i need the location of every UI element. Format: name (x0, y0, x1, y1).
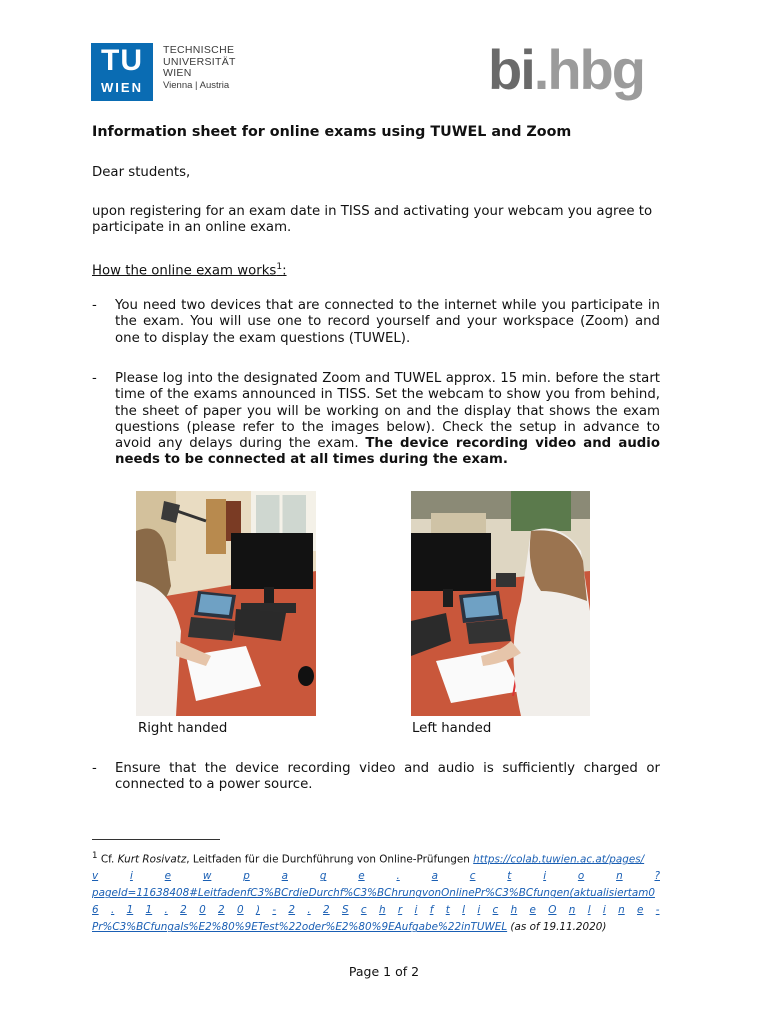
bullet-text (115, 371, 660, 469)
footnote-link-char: g (319, 870, 327, 883)
footnote-link-char: i (543, 870, 547, 883)
footnote-link-char: 1 (145, 904, 153, 917)
footnote-link-char: t (445, 904, 450, 917)
footnote-separator (92, 839, 220, 840)
footnote-link-char: o (577, 870, 585, 883)
tu-logo-wien: WIEN (101, 80, 143, 95)
footnote-link-char: 2 (180, 904, 187, 917)
bullet-text: Ensure that the device recording video and audio is sufficiently charged or connected to a power source. (115, 761, 660, 793)
footnote-link-char: - (272, 904, 277, 917)
footnote-link-char: l (587, 904, 591, 917)
footnote-link-char: ) (255, 904, 261, 917)
footnote-link-char: c (492, 904, 499, 917)
footnote-link-char: t (507, 870, 512, 883)
how-heading-colon: : (282, 263, 287, 279)
tu-wien-name (163, 45, 236, 91)
footnote-link-char: i (602, 904, 606, 917)
footnote-link-char: e (529, 904, 536, 917)
footnote-link-char: a (431, 870, 438, 883)
footnote-link-char: - (655, 904, 660, 917)
footnote-link-part4[interactable] (92, 902, 660, 919)
footnote-link-part1[interactable]: https://colab.tuwien.ac.at/pages/ (473, 853, 645, 866)
footnote-link-char: i (129, 870, 133, 883)
footnote-link-char: c (360, 904, 367, 917)
footnote-line-1 (92, 848, 660, 868)
bullet-text: You need two devices that are connected to the internet while you participate in the exam. You will use one to record yourself and your workspace (Zoom) and one to display the exam questions (TUWEL). (115, 298, 660, 346)
footnote-link-char: 0 (237, 904, 244, 917)
footnote-link-char: 2 (288, 904, 296, 917)
footnote-link-char: f (429, 904, 434, 917)
footnote-link-char: i (477, 904, 481, 917)
footnote-link-char: 0 (199, 904, 206, 917)
tu-name-line1: TECHNISCHE (163, 44, 235, 56)
caption-right-handed: Right handed (138, 721, 228, 736)
bihbg-logo-hbg: hbg (547, 38, 644, 101)
footnote-link-part2[interactable] (92, 868, 660, 885)
footnote-prefix: Cf. (97, 853, 118, 866)
footnote-link-char: h (378, 904, 386, 917)
footnote-link-char: w (202, 870, 212, 883)
footnote-link-char: r (397, 904, 403, 917)
footnote-author: Kurt Rosivatz (117, 853, 187, 866)
how-heading-text: How the online exam works (92, 263, 277, 279)
tu-wien-logo (91, 43, 153, 101)
footnote-link-char: a (281, 870, 288, 883)
footnote-link-char: v (92, 870, 99, 883)
footnote-link-char: 1 (126, 904, 134, 917)
footnote-link-char: 2 (323, 904, 330, 917)
bihbg-logo-dot: . (533, 38, 548, 101)
footnote-link-char: n (616, 870, 623, 883)
greeting: Dear students, (92, 165, 191, 180)
footnote-link-char: c (469, 870, 476, 883)
bullet-power-source (92, 761, 660, 794)
footnote-line-5 (92, 919, 660, 936)
footnote-link-char: p (243, 870, 250, 883)
footnote-link-char: . (396, 870, 400, 883)
footnote-link-char: 2 (218, 904, 225, 917)
tu-name-line3: WIEN (163, 67, 192, 80)
footnote-link-char: 6 (92, 904, 99, 917)
document-title: Information sheet for online exams using TUWEL and Zoom (92, 124, 572, 140)
footnote-link-char: n (618, 904, 625, 917)
footnote (92, 848, 660, 936)
footnote-link-char: O (548, 904, 557, 917)
footnote-link-char: . (110, 904, 115, 917)
right-handed-setup-photo (136, 491, 316, 716)
intro-paragraph: upon registering for an exam date in TISS and activating your webcam you agree to participate in an online exam. (92, 204, 653, 236)
how-heading (92, 259, 287, 280)
page-number: Page 1 of 2 (348, 964, 420, 979)
footnote-link-char: n (568, 904, 576, 917)
caption-left-handed: Left handed (412, 721, 492, 736)
footnote-date-note: (as of 19.11.2020) (507, 921, 607, 934)
tu-logo-mark: TU (101, 44, 143, 77)
footnote-link-char: e (637, 904, 644, 917)
footnote-link-part3[interactable]: pageId=11638408#LeitfadenfC3%BCrdieDurchf%C3%BChrungvonOnlinePr%C3%BCfungen(aktualisiertam0 (92, 887, 655, 900)
bullet-dash: - (92, 371, 97, 386)
footnote-link-char: e (164, 870, 172, 883)
footnote-link-char: S (341, 904, 349, 917)
footnote-link-char: ? (654, 870, 660, 883)
footnote-reference: 1 (276, 262, 283, 272)
footnote-text: , Leitfaden für die Durchführung von Online-Prüfungen (186, 853, 474, 866)
footnote-link-part5[interactable]: Pr%C3%BCfungals%E2%80%9ETest%22oder%E2%80%9EAufgabe%22inTUWEL (92, 921, 508, 934)
footnote-link-char: . (164, 904, 168, 917)
tu-name-line2: UNIVERSITÄT (163, 55, 236, 68)
footnote-link-char: l (462, 904, 465, 917)
footnote-mark: 1 (92, 851, 98, 861)
footnote-link-char: e (358, 870, 365, 883)
footnote-link-char: . (307, 904, 311, 917)
bullet-login-setup (92, 371, 660, 469)
bullet-text-bold: The device recording video and audio needs to be connected at all times during the exam. (115, 436, 660, 468)
bullet-two-devices (92, 298, 660, 347)
bullet-dash: - (92, 761, 97, 776)
footnote-link-char: h (510, 904, 518, 917)
bullet-dash: - (92, 298, 97, 313)
footnote-link-char: i (414, 904, 418, 917)
bullet-text-normal: Please log into the designated Zoom and TUWEL approx. 15 min. before the start time of the exams announced in TISS. Set the webcam to show you from behind, the sheet of paper you will be working on and the display that shows the exam questions (please refer to the images below). Check the setup in advance to avoid any delays during the exam. (115, 371, 660, 452)
bihbg-logo (488, 37, 644, 103)
left-handed-setup-photo (411, 491, 590, 716)
tu-location: Vienna | Austria (163, 79, 230, 91)
bihbg-logo-bi: bi (488, 38, 534, 101)
